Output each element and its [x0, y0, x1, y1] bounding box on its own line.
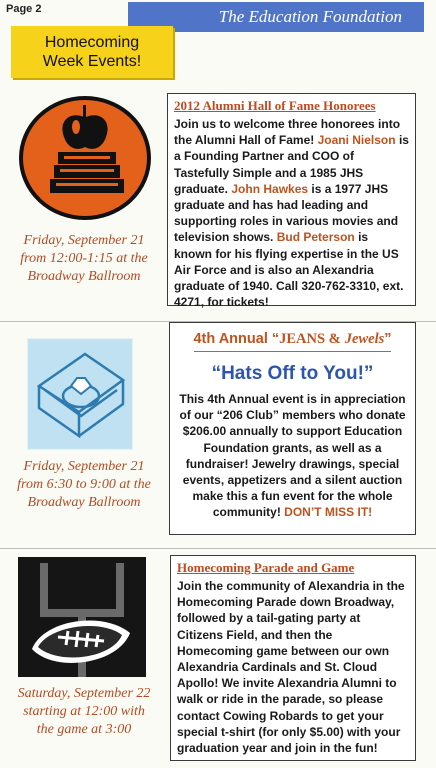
event1-text-d: is known for his flying expertise in the US Air Force and is also an Alexandria graduate of 1940. Call 320-762-3310, ext. 4271, for tickets!	[174, 230, 404, 310]
event2-title-prefix: 4th Annual “	[193, 331, 280, 347]
event2-dont-miss: DON’T MISS IT!	[284, 505, 373, 520]
event3-date	[0, 685, 168, 739]
football-goalpost-icon	[18, 557, 146, 677]
event3-card	[170, 555, 416, 761]
section-heading-line1: Homecoming	[44, 34, 140, 51]
event1-text-b: is a Founding Partner and COO of Tastefully Simple and a 1985 JHS graduate.	[174, 133, 409, 196]
event1-title: 2012 Alumni Hall of Fame Honorees	[174, 98, 376, 113]
event2-card	[169, 322, 416, 535]
event3-body: Join the community of Alexandria in the Homecoming Parade down Broadway, followed by a tail-gating party at Citizens Field, and then the Homecoming game between our own Alexandria Cardinals and St. Cloud Apollo! We invite Alexandria Alumni to walk or ride in the parade, so please contact Cowing Robards to get your special t-shirt (for only $5.00) with your graduation year and join in the fun!	[177, 579, 405, 756]
event3-date-line3: the game at 3:00	[36, 722, 132, 737]
event2-title-jewels: Jewels	[344, 331, 385, 347]
event2-title	[176, 331, 409, 348]
event2-date-line2: from 6:30 to 9:00 at the	[17, 477, 151, 492]
event3-date-line2: starting at 12:00 with	[23, 704, 145, 719]
ring-box-icon	[27, 338, 133, 450]
event2-date-line1: Friday, September 21	[23, 459, 145, 474]
event2-title-jeans: JEANS &	[279, 331, 341, 347]
event1-text-c: is a 1977 JHS graduate and has had leading and supporting roles in various movies and television shows.	[174, 181, 399, 245]
event2-title-suffix: ”	[384, 331, 392, 347]
event1-card	[167, 93, 416, 310]
event3-title: Homecoming Parade and Game	[177, 560, 355, 575]
event1-date-line1: Friday, September 21	[23, 233, 145, 248]
divider-2	[0, 548, 436, 549]
event2-date-line3: Broadway Ballroom	[27, 495, 141, 510]
event1-date-line2: from 12:00-1:15 at the	[20, 251, 148, 266]
event1-name-2: John Hawkes	[231, 181, 309, 196]
event1-date-line3: Broadway Ballroom	[27, 269, 141, 284]
event2-body-text: This 4th Annual event is in appreciation of our “206 Club” members who donate $206.00 annually to support Education Foundation grants, as well as a fundraiser! Jewelry drawings, special events, appetizers and a silent auction make this a fun event for the whole community!	[179, 392, 406, 520]
event1-text-a: Join us to welcome three honorees into the Alumni Hall of Fame!	[174, 117, 401, 148]
section-heading	[11, 26, 173, 78]
event1-date	[0, 232, 168, 286]
banner-title: The Education Foundation	[218, 7, 402, 26]
event3-date-line1: Saturday, September 22	[17, 686, 151, 701]
apple-books-icon	[18, 95, 152, 221]
section-heading-line2: Week Events!	[42, 53, 142, 70]
event2-title-underline	[194, 351, 391, 352]
event2-body	[176, 391, 409, 521]
event1-name-3: Bud Peterson	[276, 230, 355, 245]
event2-date	[0, 458, 168, 512]
event1-name-1: Joani Nielson	[317, 133, 396, 148]
event1-body	[174, 116, 409, 310]
page-label: Page 2	[6, 3, 42, 15]
event2-subtitle: “Hats Off to You!”	[211, 363, 374, 384]
